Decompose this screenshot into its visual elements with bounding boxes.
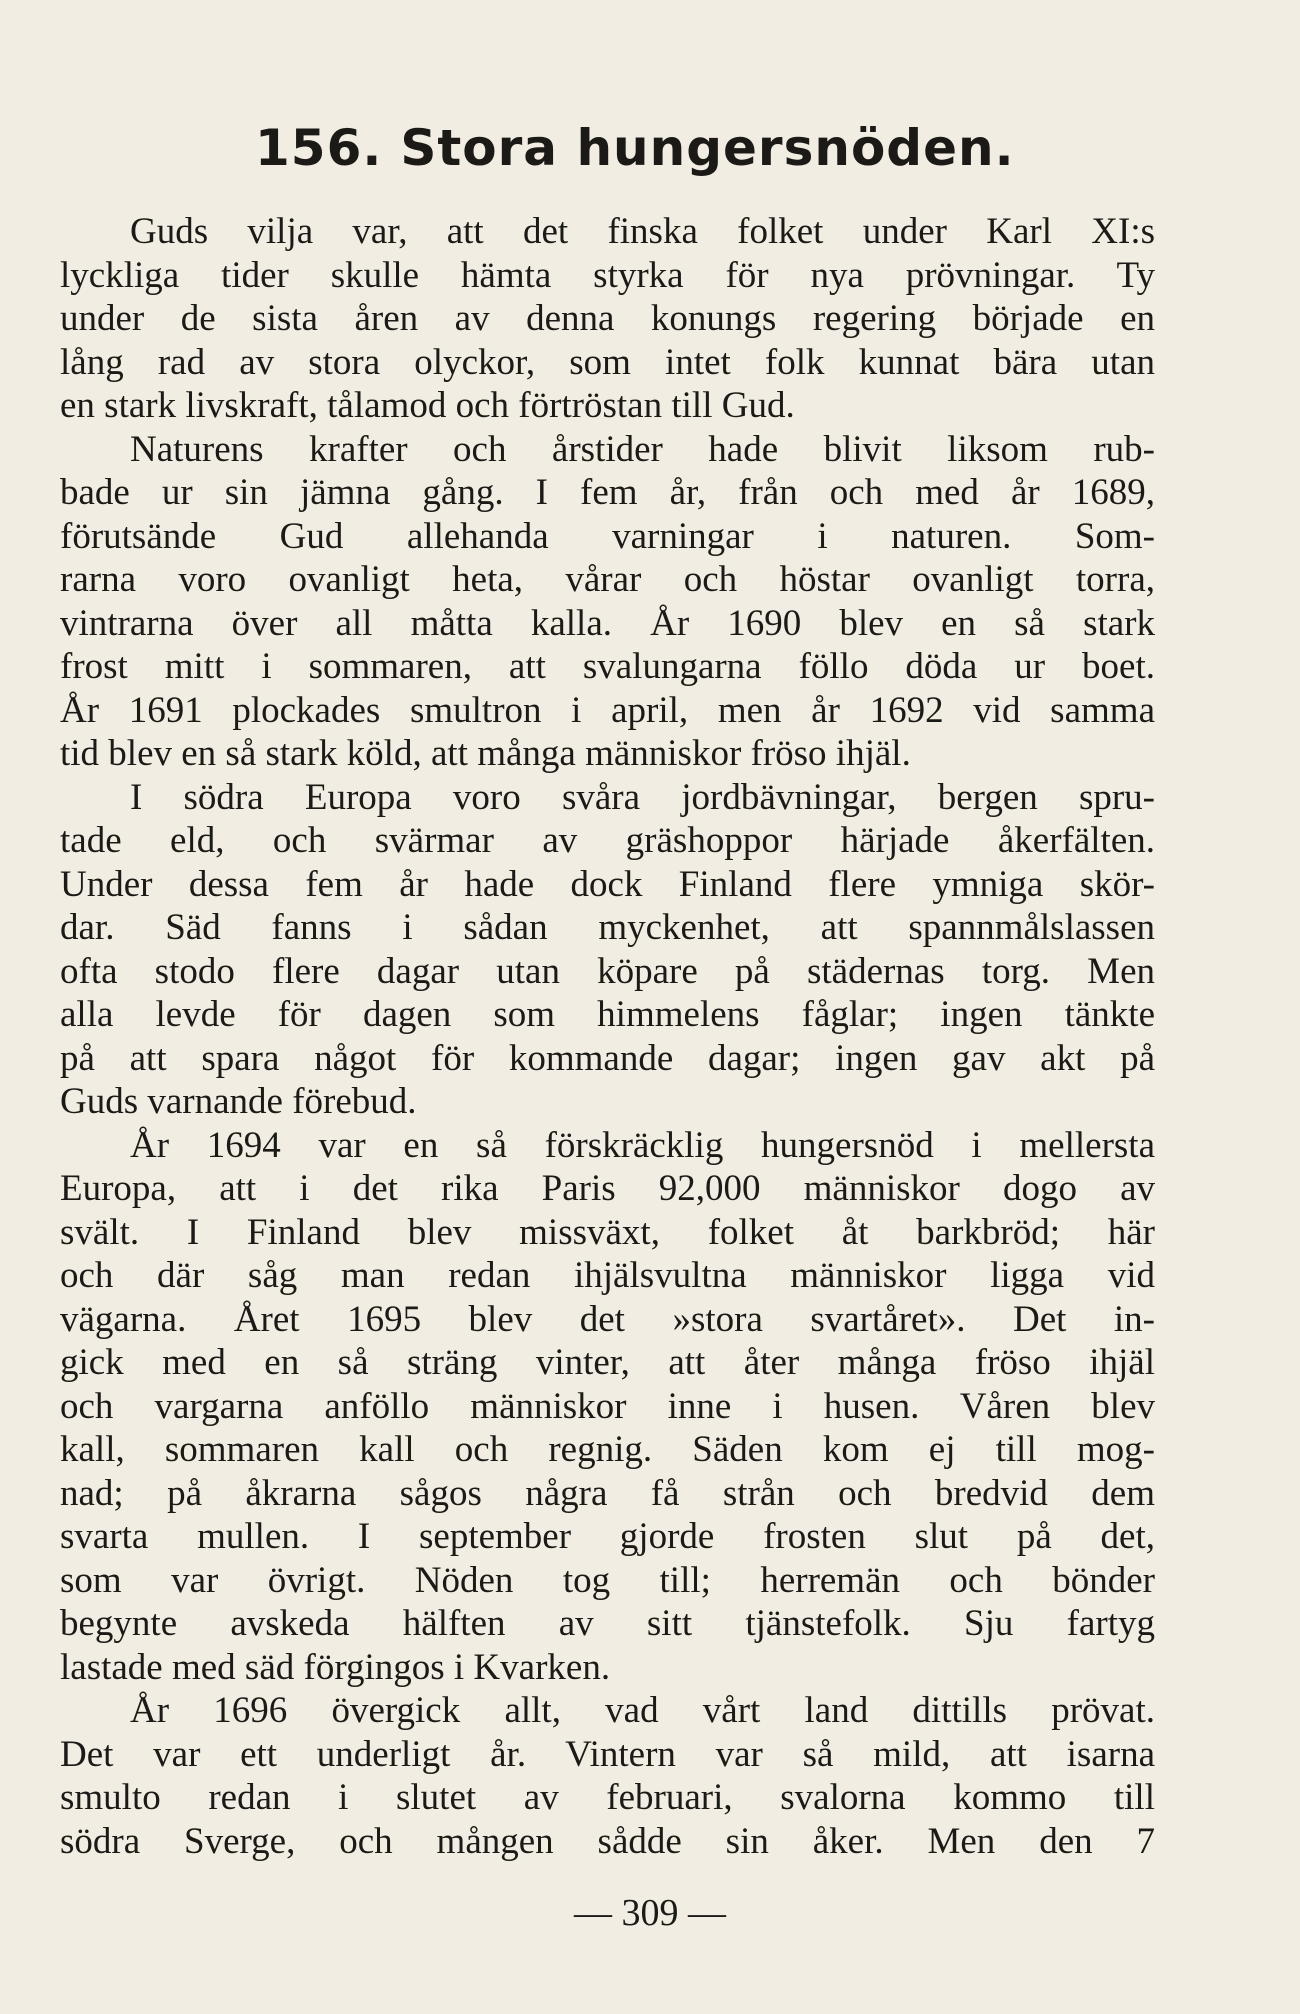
text-line: tade eld, och svärmar av gräshoppor härjade åkerfälten. <box>60 820 1155 861</box>
text-line: Naturens krafter och årstider hade blivit liksom rub- <box>130 428 1155 470</box>
text-line: lång rad av stora olyckor, som intet folk kunnat bära utan <box>60 341 1155 383</box>
paragraph <box>60 776 1155 1124</box>
text-line: smulto redan i slutet av februari, svalorna kommo till <box>60 1777 1155 1818</box>
text-line: rarna voro ovanligt heta, vårar och höstar ovanligt torra, <box>60 559 1155 600</box>
text-line: kall, sommaren kall och regnig. Säden kom ej till mog- <box>60 1429 1155 1470</box>
text-line: under de sista åren av denna konungs regering började en <box>60 298 1155 339</box>
chapter-heading <box>255 118 1015 178</box>
text-line: svält. I Finland blev missväxt, folket åt barkbröd; här <box>60 1211 1155 1253</box>
body-text <box>60 210 1155 1863</box>
text-line: förutsände Gud allehanda varningar i naturen. Som- <box>60 515 1155 557</box>
text-line: dar. Säd fanns i sådan myckenhet, att spannmålslassen <box>60 907 1155 948</box>
text-line: gick med en så sträng vinter, att åter många fröso ihjäl <box>60 1342 1155 1383</box>
text-line: År 1696 övergick allt, vad vårt land dittills prövat. <box>130 1690 1155 1731</box>
text-line: och där såg man redan ihjälsvultna människor ligga vid <box>60 1255 1155 1296</box>
text-line: svarta mullen. I september gjorde frosten slut på det, <box>60 1516 1155 1557</box>
text-line: alla levde för dagen som himmelens fåglar; ingen tänkte <box>60 994 1155 1035</box>
text-line: frost mitt i sommaren, att svalungarna föllo döda ur boet. <box>60 646 1155 687</box>
paragraph <box>60 1124 1155 1690</box>
text-line: och vargarna anföllo människor inne i husen. Våren blev <box>60 1385 1155 1427</box>
text-line: södra Sverge, och mången sådde sin åker. Men den 7 <box>60 1820 1155 1862</box>
text-line: vintrarna över all måtta kalla. År 1690 blev en så stark <box>60 602 1155 644</box>
text-line: ofta stodo flere dagar utan köpare på städernas torg. Men <box>60 950 1155 992</box>
chapter-number: 156. <box>255 119 383 177</box>
text-line: Det var ett underligt år. Vintern var så mild, att isarna <box>60 1733 1155 1775</box>
text-line: tid blev en så stark köld, att många människor fröso ihjäl. <box>60 733 911 774</box>
text-line: År 1694 var en så förskräcklig hungersnöd i mellersta <box>130 1124 1155 1166</box>
paragraph <box>60 210 1155 428</box>
chapter-title: Stora hungersnöden. <box>400 119 1015 177</box>
text-line: Guds vilja var, att det finska folket under Karl XI:s <box>130 211 1155 252</box>
text-line: lyckliga tider skulle hämta styrka för nya prövningar. Ty <box>60 254 1155 296</box>
text-line: bade ur sin jämna gång. I fem år, från och med år 1689, <box>60 472 1155 513</box>
page-number: — 309 — <box>574 1892 726 1934</box>
text-line: Under dessa fem år hade dock Finland flere ymniga skör- <box>60 863 1155 905</box>
text-line: Europa, att i det rika Paris 92,000 människor dogo av <box>60 1168 1155 1209</box>
text-line: lastade med säd förgingos i Kvarken. <box>60 1646 611 1688</box>
text-line: begynte avskeda hälften av sitt tjänstefolk. Sju fartyg <box>60 1603 1155 1644</box>
text-line: nad; på åkrarna sågos några få strån och bredvid dem <box>60 1472 1155 1514</box>
text-line: en stark livskraft, tålamod och förtröstan till Gud. <box>60 385 795 426</box>
text-line: som var övrigt. Nöden tog till; herremän och bönder <box>60 1559 1155 1601</box>
text-line: på att spara något för kommande dagar; ingen gav akt på <box>60 1037 1155 1079</box>
paragraph <box>60 1689 1155 1863</box>
text-line: Guds varnande förebud. <box>60 1081 417 1122</box>
paragraph <box>60 428 1155 776</box>
text-line: I södra Europa voro svåra jordbävningar, bergen spru- <box>130 776 1155 818</box>
text-line: vägarna. Året 1695 blev det »stora svartåret». Det in- <box>60 1298 1155 1340</box>
text-line: År 1691 plockades smultron i april, men år 1692 vid samma <box>60 689 1155 731</box>
